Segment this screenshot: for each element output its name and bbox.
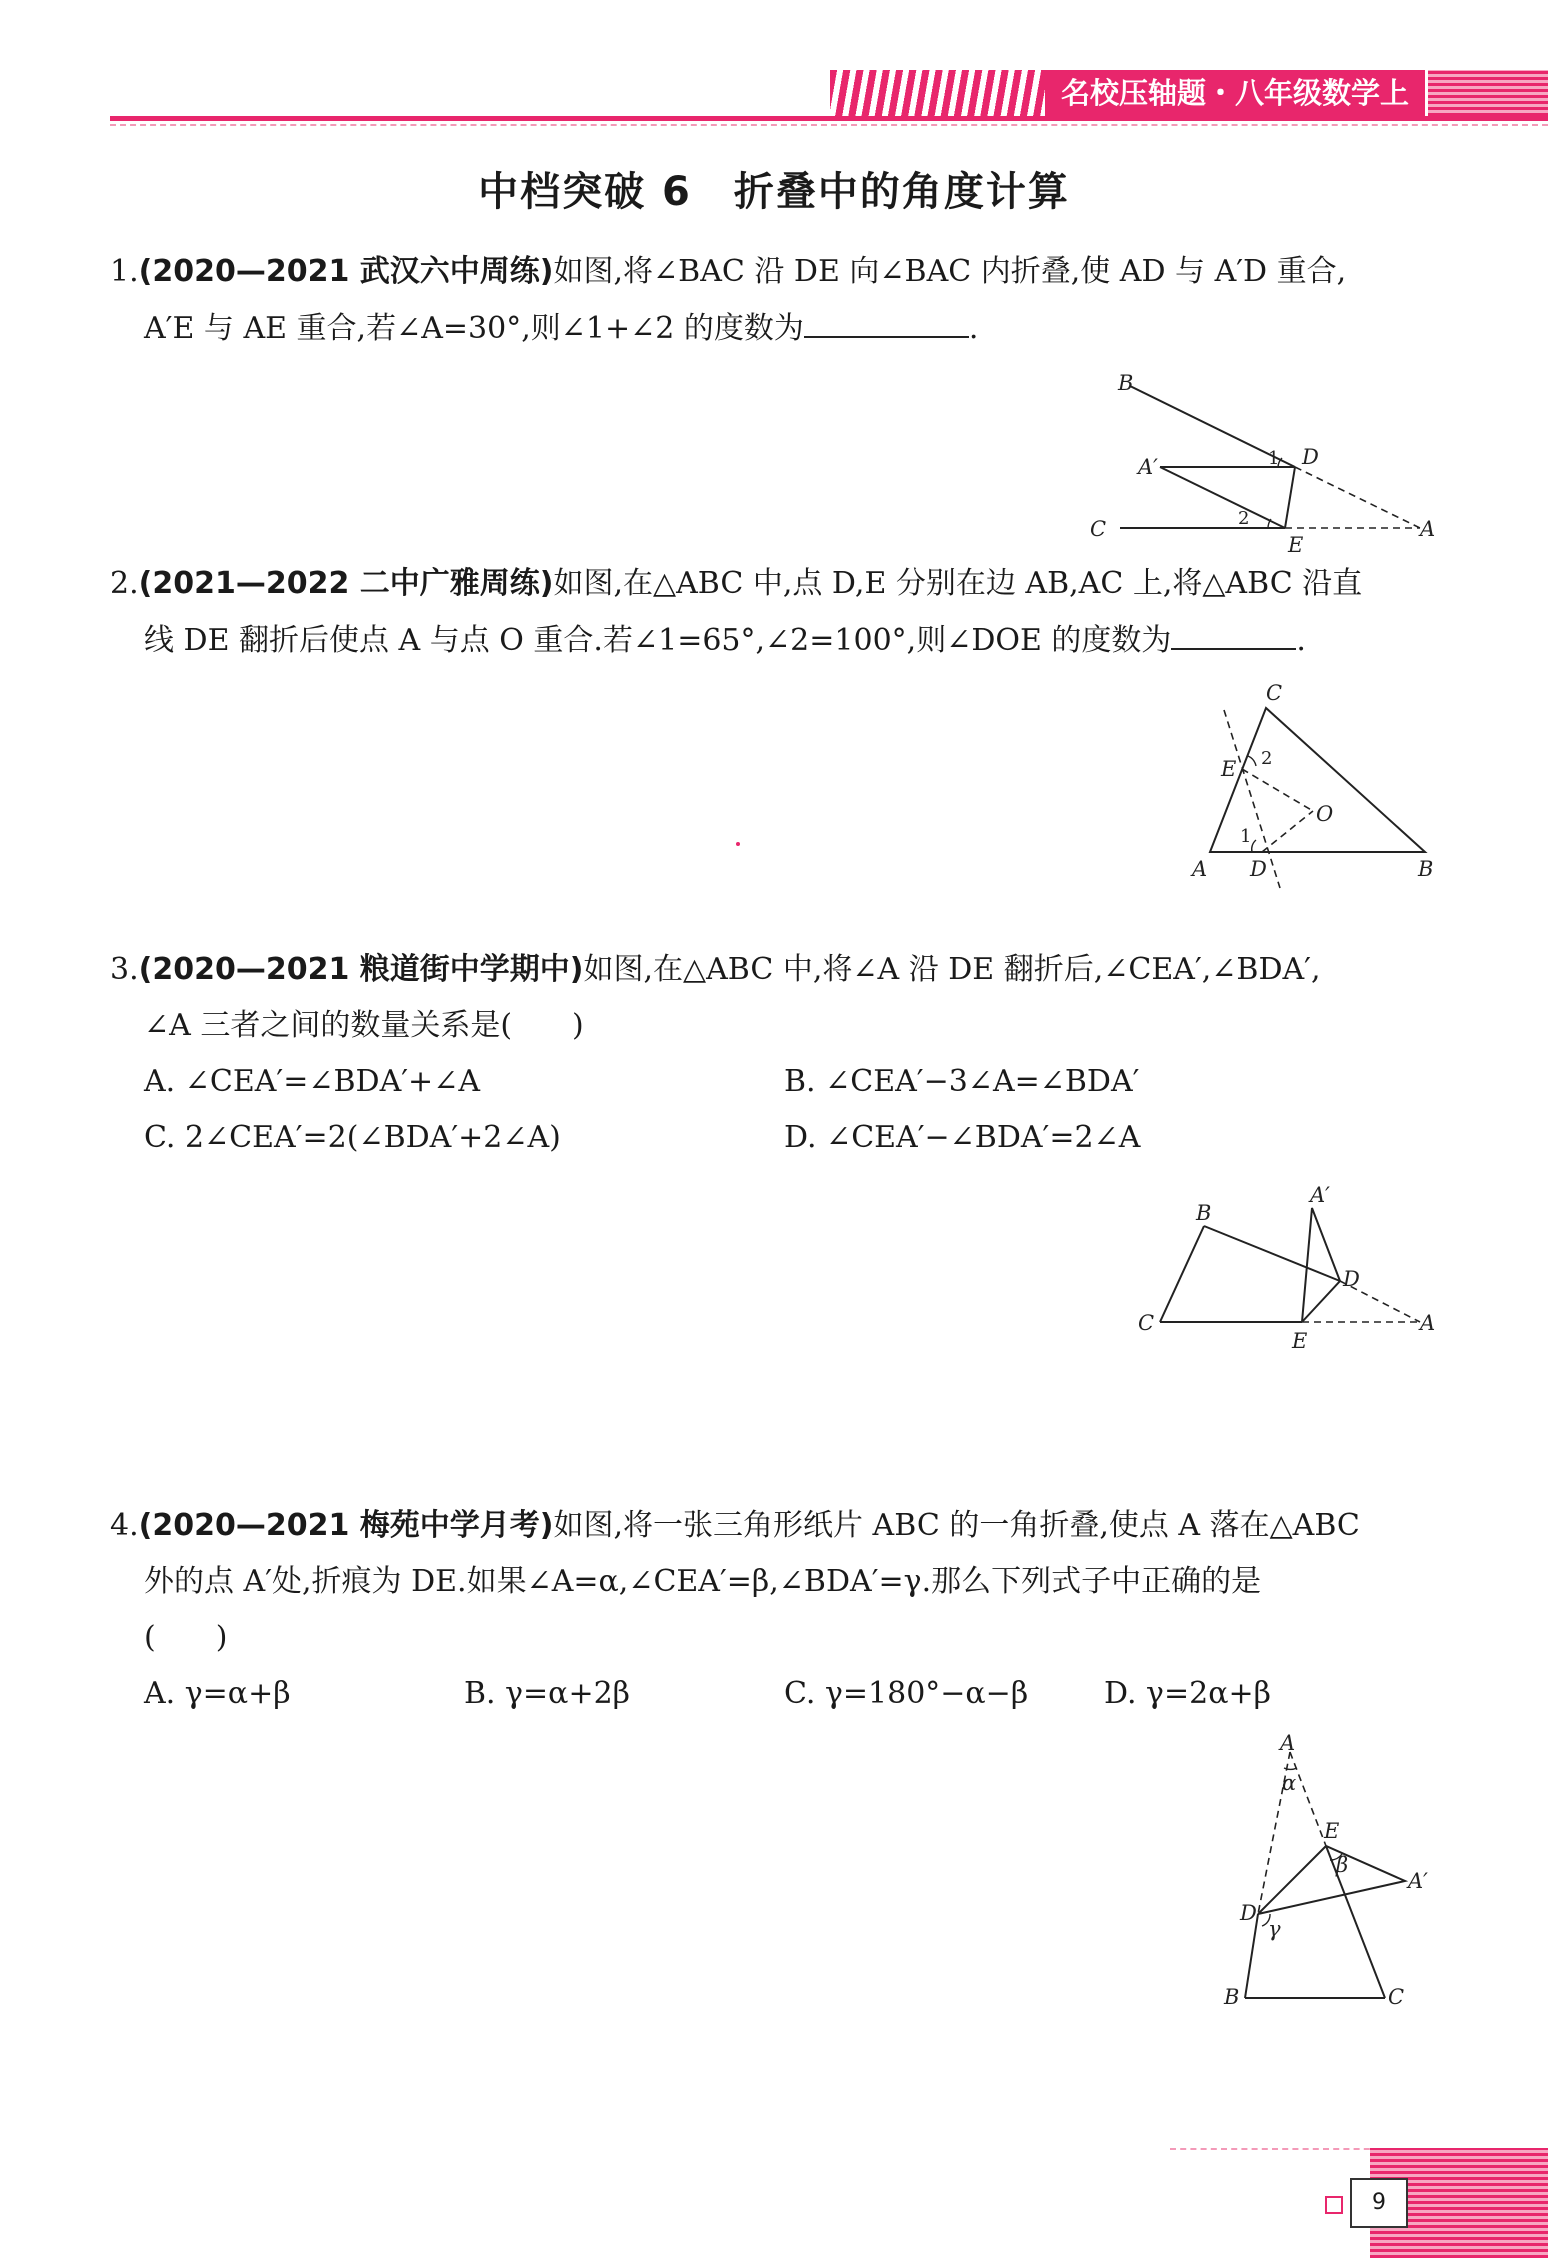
dashed-AE xyxy=(1290,1752,1326,1846)
question-2 xyxy=(110,556,1435,669)
line-CB xyxy=(1160,1226,1204,1322)
triangle-A'DE xyxy=(1302,1208,1340,1322)
option-c[interactable]: C. γ=180°−α−β xyxy=(784,1676,1029,1711)
angle-alpha-arc xyxy=(1284,1768,1297,1769)
question-source: (2020—2021 梅苑中学月考) xyxy=(138,1508,554,1543)
label-A: A xyxy=(1420,1311,1436,1335)
label-1: 1 xyxy=(1268,448,1280,469)
label-beta: β xyxy=(1336,1853,1349,1877)
question-text: 外的点 A′处,折痕为 DE.如果∠A=α,∠CEA′=β,∠BDA′=γ.那么下列式子中正确的是 xyxy=(144,1564,1262,1599)
figure-1 xyxy=(1090,370,1440,557)
label-A-prime: A′ xyxy=(1408,1869,1428,1893)
answer-blank[interactable] xyxy=(1171,612,1296,650)
figure-2 xyxy=(1180,680,1440,900)
header-stripes xyxy=(830,70,1050,116)
option-b[interactable]: B. ∠CEA′−3∠A=∠BDA′ xyxy=(784,1064,1140,1099)
question-number: 1. xyxy=(110,254,139,289)
question-3 xyxy=(110,942,1435,1166)
label-1: 1 xyxy=(1240,826,1252,847)
option-a[interactable]: A. γ=α+β xyxy=(144,1676,291,1711)
question-source: (2021—2022 二中广雅周练) xyxy=(138,566,554,601)
answer-blank[interactable] xyxy=(804,300,969,338)
option-b[interactable]: B. γ=α+2β xyxy=(464,1676,631,1711)
question-text: 如图,将一张三角形纸片 ABC 的一角折叠,使点 A 落在△ABC xyxy=(553,1508,1360,1543)
header-stripes-right xyxy=(1428,70,1548,116)
label-C: C xyxy=(1090,517,1107,541)
label-A: A xyxy=(1192,857,1208,881)
label-D: D xyxy=(1240,1901,1257,1925)
question-number: 4. xyxy=(110,1508,139,1543)
dashed-DO xyxy=(1262,811,1313,852)
label-alpha: α xyxy=(1282,1771,1297,1795)
label-B: B xyxy=(1224,1985,1240,2009)
series-tag: 名校压轴题・八年级数学上 xyxy=(1045,70,1425,116)
triangle-A'DE xyxy=(1258,1846,1405,1914)
footer-dash-line xyxy=(1170,2148,1380,2150)
page-title: 中档突破 6 折叠中的角度计算 xyxy=(478,169,1070,215)
question-text: 如图,在△ABC 中,将∠A 沿 DE 翻折后,∠CEA′,∠BDA′, xyxy=(583,952,1321,987)
question-source: (2020—2021 武汉六中周练) xyxy=(138,254,554,289)
dashed-DA xyxy=(1295,467,1420,528)
question-source: (2020—2021 粮道街中学期中) xyxy=(138,952,584,987)
label-D: D xyxy=(1343,1267,1360,1291)
figure-4 xyxy=(1220,1731,1450,2009)
period: . xyxy=(1296,623,1306,658)
question-text: 如图,在△ABC 中,点 D,E 分别在边 AB,AC 上,将△ABC 沿直 xyxy=(553,566,1363,601)
option-c[interactable]: C. 2∠CEA′=2(∠BDA′+2∠A) xyxy=(144,1120,561,1155)
label-O: O xyxy=(1316,802,1334,826)
question-number: 2. xyxy=(110,566,139,601)
angle-2-arc xyxy=(1248,756,1256,766)
label-2: 2 xyxy=(1238,508,1250,529)
header-rule xyxy=(110,116,1548,121)
figure-3 xyxy=(1130,1180,1440,1353)
question-1 xyxy=(110,244,1435,357)
label-C: C xyxy=(1138,1311,1155,1335)
label-A: A xyxy=(1280,1731,1296,1755)
page-header xyxy=(0,0,1548,130)
label-B: B xyxy=(1418,857,1434,881)
question-text: A′E 与 AE 重合,若∠A=30°,则∠1+∠2 的度数为 xyxy=(144,311,804,346)
label-A-prime: A′ xyxy=(1138,455,1158,479)
question-text: 如图,将∠BAC 沿 DE 向∠BAC 内折叠,使 AD 与 A′D 重合, xyxy=(553,254,1347,289)
question-text: ∠A 三者之间的数量关系是( ) xyxy=(144,1008,584,1043)
question-4 xyxy=(110,1498,1435,1722)
label-D: D xyxy=(1250,857,1267,881)
angle-1-arc xyxy=(1252,840,1256,852)
label-E: E xyxy=(1288,533,1304,557)
label-gamma: γ xyxy=(1268,1917,1281,1941)
label-B: B xyxy=(1118,371,1134,395)
label-E: E xyxy=(1221,757,1237,781)
label-D: D xyxy=(1302,445,1319,469)
label-2: 2 xyxy=(1261,748,1273,769)
option-d[interactable]: D. γ=2α+β xyxy=(1104,1676,1271,1711)
option-d[interactable]: D. ∠CEA′−∠BDA′=2∠A xyxy=(784,1120,1141,1155)
label-C: C xyxy=(1388,1985,1405,2009)
page-number: 9 xyxy=(1350,2178,1408,2228)
label-C: C xyxy=(1266,681,1283,705)
option-a[interactable]: A. ∠CEA′=∠BDA′+∠A xyxy=(144,1064,480,1099)
question-text: 线 DE 翻折后使点 A 与点 O 重合.若∠1=65°,∠2=100°,则∠DOE 的度数为 xyxy=(144,623,1172,658)
label-B: B xyxy=(1196,1201,1212,1225)
period: . xyxy=(968,311,979,346)
line-DB xyxy=(1245,1914,1258,1998)
label-A: A xyxy=(1420,517,1436,541)
line-DE xyxy=(1285,467,1295,528)
line-A'E xyxy=(1160,467,1285,528)
label-E: E xyxy=(1324,1819,1340,1843)
label-A-prime: A′ xyxy=(1310,1183,1330,1207)
header-dash-line xyxy=(110,124,1548,126)
line-BD xyxy=(1204,1226,1340,1281)
stray-dot xyxy=(736,842,740,846)
label-E: E xyxy=(1292,1329,1308,1353)
answer-parens: ( ) xyxy=(144,1620,228,1655)
question-number: 3. xyxy=(110,952,139,987)
dashed-EO xyxy=(1242,769,1313,811)
page-marker xyxy=(1325,2196,1343,2214)
